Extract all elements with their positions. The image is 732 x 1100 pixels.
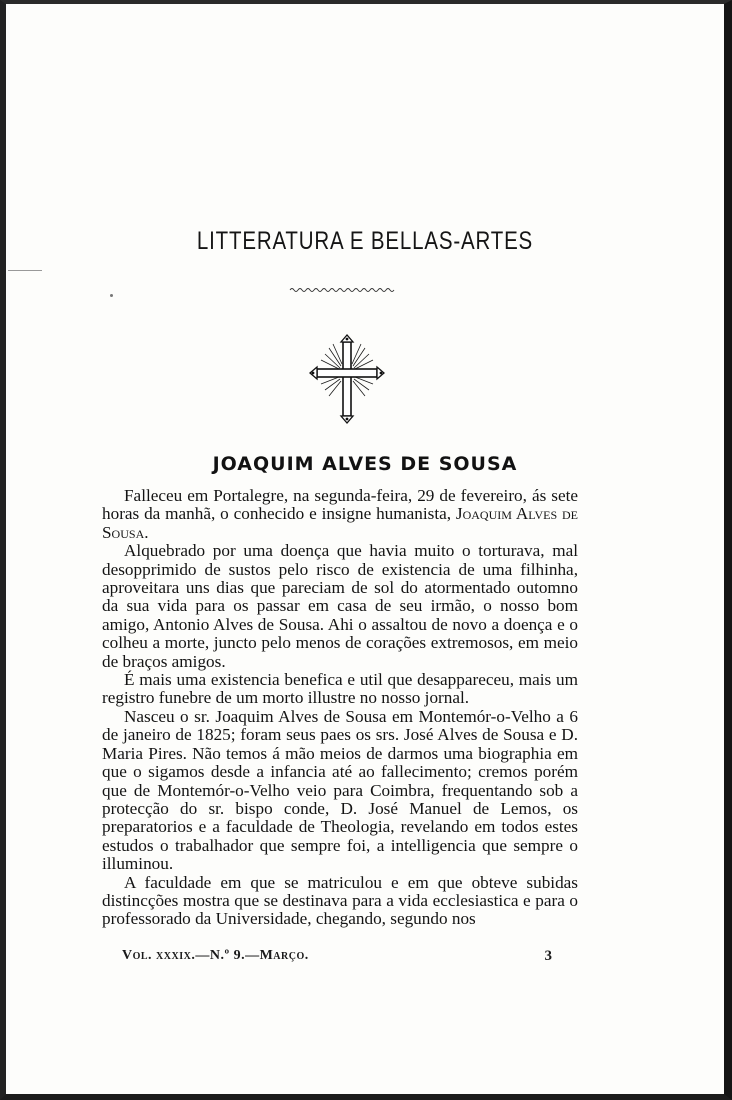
wavy-rule-icon xyxy=(288,286,398,294)
paragraph-1-end: . xyxy=(144,522,149,542)
article-title: JOAQUIM ALVES DE SOUSA xyxy=(212,453,518,475)
paragraph-5: A faculdade em que se matriculou e em que obteve subidas distincções mostra que se destinava para a vida ecclesiastica e para o professorado da Universidade, chegando, segundo nos xyxy=(102,872,578,929)
paragraph-1-text: Falleceu em Portalegre, na segunda-feira, 29 de fevereiro, ás sete horas da manhã, o conhecido e insigne humanista, xyxy=(102,486,578,524)
article-body xyxy=(102,487,578,929)
volume-signature: Vol. xxxix.—N.º 9.—Março. xyxy=(122,948,309,963)
page-footer xyxy=(122,948,552,964)
page-number: 3 xyxy=(544,948,552,964)
paragraph-3: É mais uma existencia benefica e util que desappareceu, mais um registro funebre de um morto illustre no nosso jornal. xyxy=(102,670,578,708)
print-speck xyxy=(8,270,42,271)
print-speck xyxy=(110,294,113,297)
cross-fleury-icon xyxy=(309,334,385,424)
section-title: LITTERATURA E BELLAS-ARTES xyxy=(196,227,534,255)
paragraph-1 xyxy=(102,487,578,542)
deceased-name: Joaquim Alves de Sousa xyxy=(102,504,578,542)
paragraph-2: Alquebrado por uma doença que havia muito o torturava, mal desopprimido de sustos pelo risco de existencia de uma filhinha, aproveitara uns dias que pareciam de sol do atormentado outomno da sua vida para os passar em casa de seu irmão, o nosso bom amigo, Antonio Alves de Sousa. Ahi o assaltou de novo a doença e o colheu a morte, juncto pelo menos de corações extremosos, em meio de braços amigos. xyxy=(102,541,578,671)
paragraph-4: Nasceu o sr. Joaquim Alves de Sousa em Montemór-o-Velho a 6 de janeiro de 1825; foram seus paes os srs. José Alves de Sousa e D. Maria Pires. Não temos á mão meios de darmos uma biographia em que o sigamos desde a infancia até ao fallecimento; cremos porém que de Montemór-o-Velho veio para Coimbra, frequentando sob a protecção do sr. bispo conde, D. José Manuel de Lemos, os preparatorios e a faculdade de Theologia, revelando em todos estes estudos o trabalhador que sempre foi, a intelligencia que sempre o illuminou. xyxy=(102,706,578,874)
